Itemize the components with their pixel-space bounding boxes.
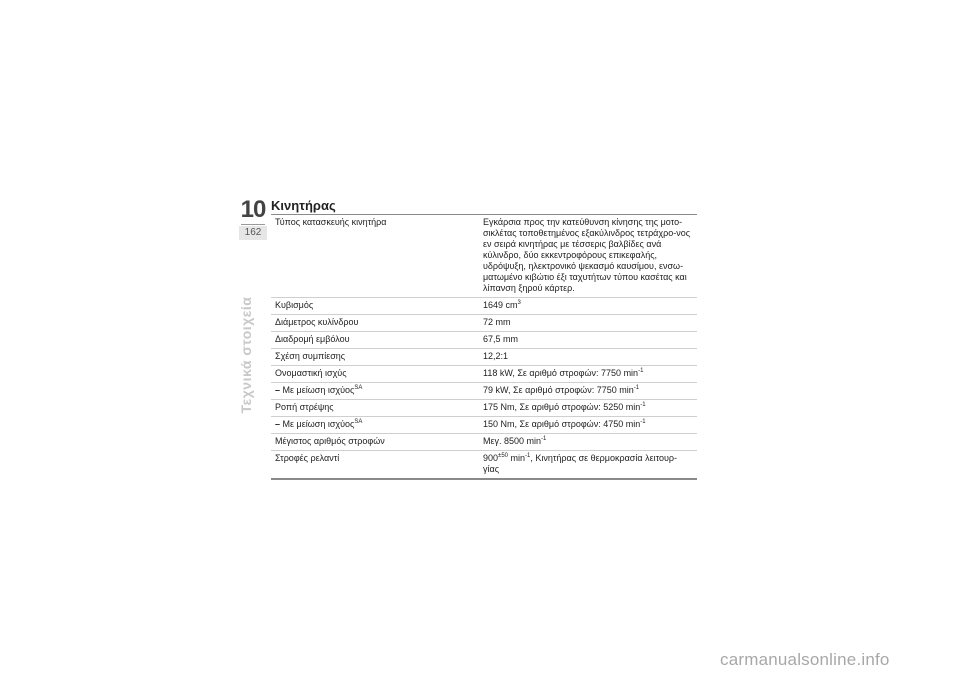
chapter-number: 10 [240,196,266,223]
watermark-text: carmanualsonline.info [720,650,890,669]
section-title: Κινητήρας [271,198,336,213]
spec-row [271,298,697,315]
spec-row [271,451,697,478]
spec-value: Εγκάρσια προς την κατεύθυνση κίνησης της μοτο-σικλέτας τοποθετημένος εξακύλινδρος τετράχρο-νος εν σειρά κινητήρας με τέσσερις βαλβίδες ανά κύλινδρο, δύο εκκεντροφόρους επικεφαλής, υδρόψυξη, ηλεκτρονικό ψεκασμό καυσίμου, ενσω-ματωμένο κιβώτιο έξι ταχυτήτων τύπου κασέτας και λίπανση ξηρού κάρτερ. [483,217,691,293]
spec-label: Τύπος κατασκευής κινητήρα [275,217,387,227]
spec-value: 175 Nm, Σε αριθμό στροφών: 5250 $\min^{-1}$ [483,402,646,412]
spec-label: Διαδρομή εμβόλου [275,334,350,344]
chapter-side-title: Τεχνικά στοιχεία [238,296,254,414]
spec-row [271,332,697,349]
spec-value: 12,2:1 [483,351,509,361]
spec-label: Στροφές ρελαντί [275,453,340,463]
spec-value: 118 kW, Σε αριθμό στροφών: 7750 $\min^{-1}$ [483,368,644,378]
page-number: 162 [239,226,267,240]
spec-row [271,417,697,434]
chapter-badge [239,197,267,240]
spec-label: Ονομαστική ισχύς [275,368,347,378]
spec-row [271,434,697,451]
spec-label: Κυβισμός [275,300,314,310]
spec-value: 150 Nm, Σε αριθμό στροφών: 4750 $\min^{-1}$ [483,419,646,429]
spec-row [271,383,697,400]
spec-value: $900^{\pm 50}$ $\min^{-1}$, Κινητήρας σε θερμοκρασία λειτουρ-γίας [483,453,678,474]
spec-label: Μέγιστος αριθμός στροφών [275,436,385,446]
spec-value: 1649 $cm^3$ [483,300,521,310]
engine-spec-table [271,214,697,480]
spec-value: 67,5 mm [483,334,519,344]
spec-row [271,315,697,332]
spec-row [271,349,697,366]
spec-label: – Με μείωση ισχύος$^{SA}$ [275,419,363,429]
spec-row [271,215,697,298]
spec-value: 79 kW, Σε αριθμό στροφών: 7750 $\min^{-1}$ [483,385,640,395]
dash-marker: – [275,385,281,395]
spec-value: 72 mm [483,317,511,327]
spec-row [271,400,697,417]
spec-label: Ροπή στρέψης [275,402,334,412]
spec-label: – Με μείωση ισχύος$^{SA}$ [275,385,363,395]
spec-row [271,366,697,383]
spec-label: Διάμετρος κυλίνδρου [275,317,359,327]
dash-marker: – [275,419,281,429]
spec-label: Σχέση συμπίεσης [275,351,346,361]
chapter-divider [241,224,265,225]
spec-value: Μεγ. 8500 $\min^{-1}$ [483,436,547,446]
